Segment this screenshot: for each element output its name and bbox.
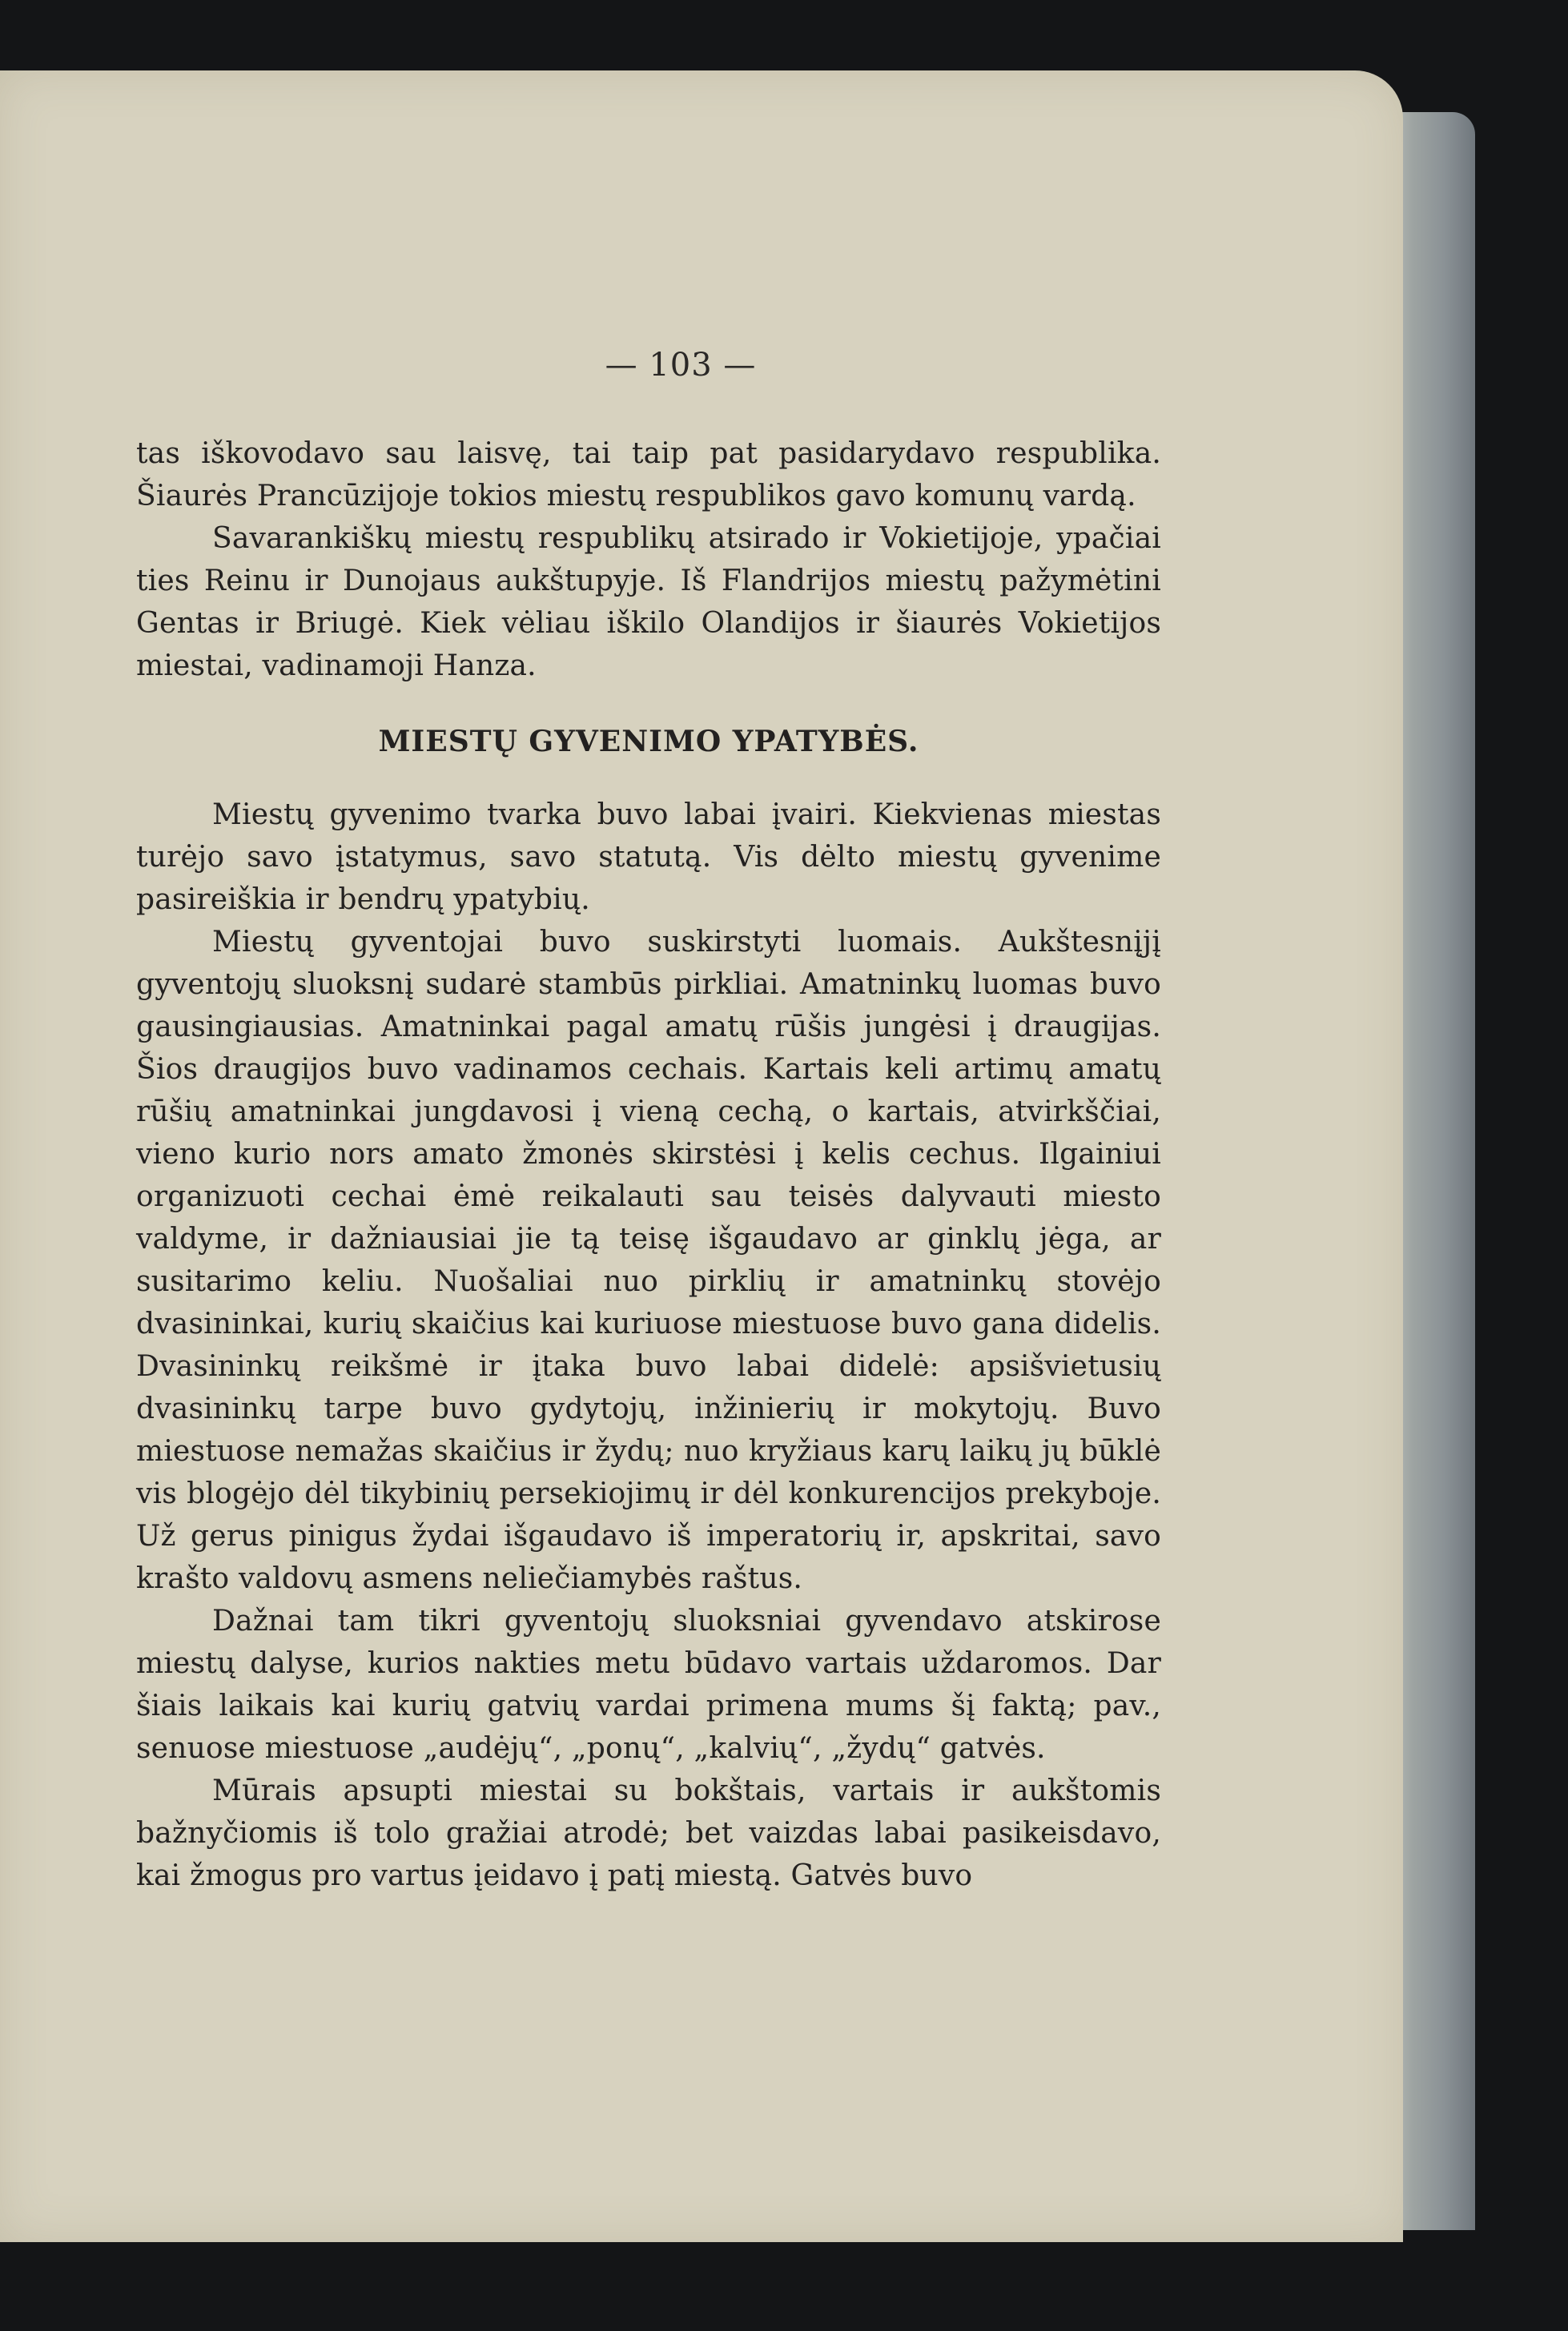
paragraph: Miestų gyvenimo tvarka buvo labai įvairi. Kiekvienas miestas turėjo savo įstatymus, savo statutą. Vis dėlto miestų gyvenime pasireiškia ir bendrų ypatybių. <box>136 798 1161 916</box>
paragraph: Dažnai tam tikri gyventojų sluoksniai gyvendavo atskirose miestų dalyse, kurios nakties metu būdavo vartais uždaromos. Dar šiais laikais kai kurių gatvių vardai primena mums šį faktą; pav., senuose miestuose „audėjų“, „ponų“, „kalvių“, „žydų“ gatvės. <box>136 1605 1161 1765</box>
page-number: — 103 — <box>605 347 757 384</box>
paragraph: Mūrais apsupti miestai su bokštais, vartais ir aukštomis bažnyčiomis iš tolo gražiai atrodė; bet vaizdas labai pasikeisdavo, kai žmogus pro vartus įeidavo į patį miestą. Gatvės buvo <box>136 1774 1161 1892</box>
paragraph: Miestų gyventojai buvo suskirstyti luomais. Aukštesnįjį gyventojų sluoksnį sudarė stambūs pirkliai. Amatninkų luomas buvo gausingiausias. Amatninkai pagal amatų rūšis jungėsi į draugijas. Šios draugijos buvo vadinamos cechais. Kartais keli artimų amatų rūšių amatninkai jungdavosi į vieną cechą, o kartais, atvirkščiai, vieno kurio nors amato žmonės skirstėsi į kelis cechus. Ilgainiui organizuoti cechai ėmė reikalauti sau teisės dalyvauti miesto valdyme, ir dažniausiai jie tą teisę išgaudavo ar ginklų jėga, ar susitarimo keliu. Nuošaliai nuo pirklių ir amatninkų stovėjo dvasininkai, kurių skaičius kai kuriuose miestuose buvo gana didelis. Dvasininkų reikšmė ir įtaka buvo labai didelė: apsišvietusių dvasininkų tarpe buvo gydytojų, inžinierių ir mokytojų. Buvo miestuose nemažas skaičius ir žydų; nuo kryžiaus karų laikų jų būklė vis blogėjo dėl tikybinių persekiojimų ir dėl konkurencijos prekyboje. Už gerus pinigus žydai išgaudavo iš imperatorių ir, apskritai, savo krašto valdovų asmens neliečiamybės raštus. <box>136 926 1161 1595</box>
page-body-text <box>136 432 1161 1897</box>
intro-paragraph: tas iškovodavo sau laisvę, tai taip pat pasidarydavo respublika. Šiaurės Prancūzijoje tokios miestų respublikos gavo komunų vardą. <box>136 437 1161 512</box>
paragraph: Savarankiškų miestų respublikų atsirado ir Vokietijoje, ypačiai ties Reinu ir Dunojaus aukštupyje. Iš Flandrijos miestų pažymėtini Gentas ir Briugė. Kiek vėliau iškilo Olandijos ir šiaurės Vokietijos miestai, vadinamoji Hanza. <box>136 522 1161 682</box>
section-heading: MIESTŲ GYVENIMO YPATYBĖS. <box>378 725 919 758</box>
book-page <box>0 70 1403 2242</box>
